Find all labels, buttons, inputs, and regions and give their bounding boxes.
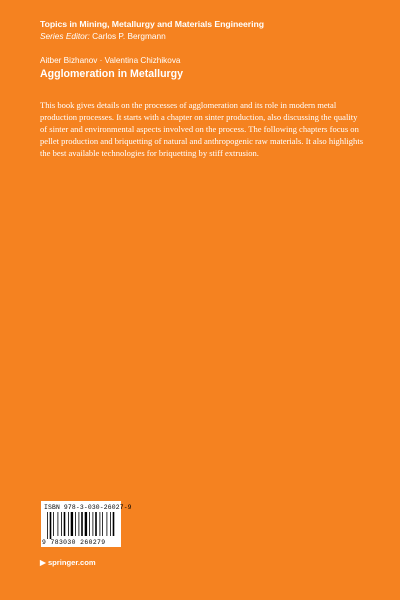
barcode-digits: 9 783030 260279 bbox=[42, 539, 106, 546]
barcode-bar bbox=[68, 512, 69, 536]
barcode-bar bbox=[95, 512, 97, 536]
barcode-bar bbox=[113, 512, 115, 536]
barcode-bar bbox=[107, 512, 108, 536]
barcode-bar bbox=[58, 512, 59, 536]
publisher-website: ▶ springer.com bbox=[40, 558, 96, 567]
series-editor-name: Carlos P. Bergmann bbox=[92, 31, 166, 41]
barcode-bar bbox=[61, 512, 62, 536]
book-description: This book gives details on the processes of agglomeration and its role in modern metal production processes. It starts with a chapter on sinter production, also discussing the quality of sinter and environmental aspects involved on the process. The following chapters focus on pellet production and briquetting of natural and anthropogenic raw materials. It also highlights the best available technologies for briquetting by stiff extrusion. bbox=[40, 100, 364, 159]
barcode-bar bbox=[71, 512, 73, 536]
barcode-bar bbox=[79, 512, 80, 536]
barcode-image bbox=[41, 512, 121, 539]
book-title: Agglomeration in Metallurgy bbox=[40, 68, 184, 80]
barcode-bar bbox=[47, 512, 48, 539]
book-authors: Aitber Bizhanov · Valentina Chizhikova bbox=[40, 56, 181, 65]
barcode-bar bbox=[93, 512, 94, 536]
barcode-block bbox=[41, 501, 132, 547]
barcode-bar bbox=[102, 512, 103, 536]
barcode-bar bbox=[53, 512, 54, 536]
barcode-bar bbox=[100, 512, 101, 536]
series-title: Topics in Mining, Metallurgy and Materials Engineering bbox=[40, 19, 265, 29]
barcode-bar bbox=[89, 512, 90, 536]
series-editor bbox=[40, 31, 166, 41]
barcode-bar bbox=[81, 512, 83, 536]
series-editor-label: Series Editor: bbox=[40, 31, 90, 41]
barcode-bar bbox=[75, 512, 76, 536]
isbn-label: ISBN 978-3-030-26027-9 bbox=[44, 504, 132, 511]
barcode-bar bbox=[110, 512, 111, 536]
barcode-bar bbox=[50, 512, 52, 539]
barcode-bar bbox=[64, 512, 66, 536]
barcode-bar bbox=[85, 512, 87, 536]
